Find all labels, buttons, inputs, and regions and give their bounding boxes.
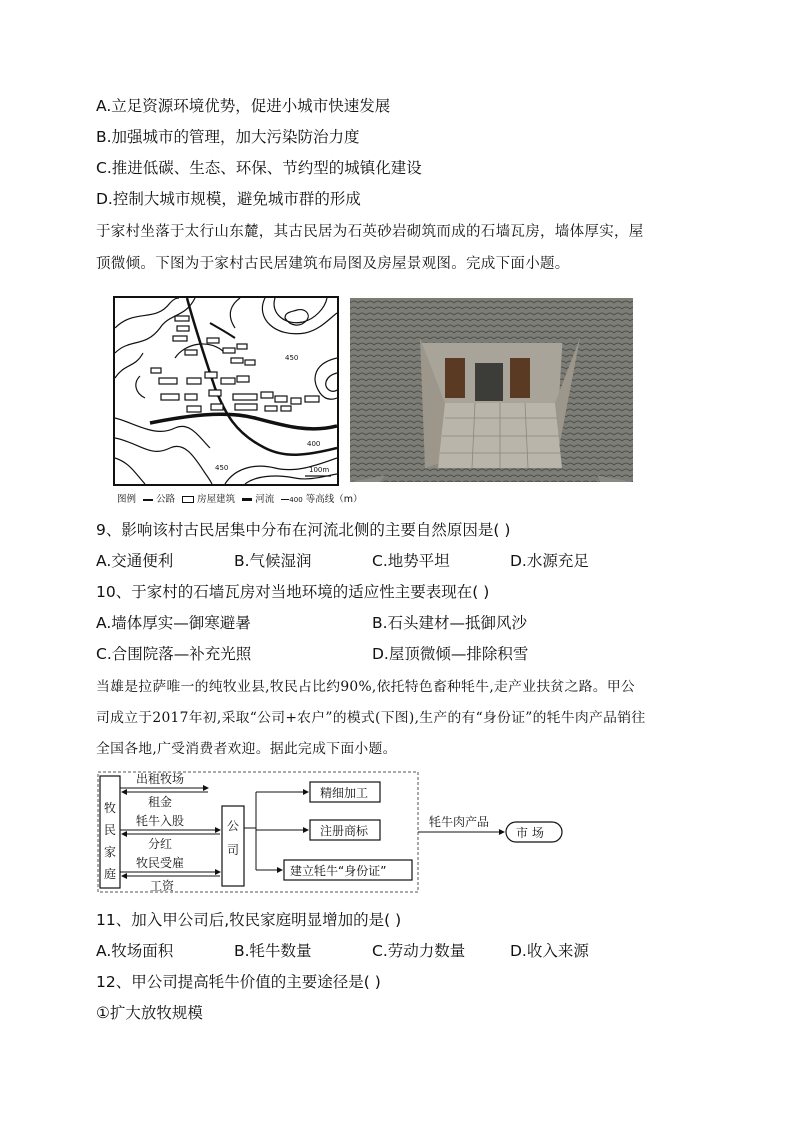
wage-label: 工资	[150, 879, 175, 893]
contour-map-graphic	[115, 298, 337, 484]
q12-stem: 12、甲公司提高牦牛价值的主要途径是( )	[96, 973, 381, 991]
q12-item-1: ①扩大放牧规模	[96, 1004, 203, 1022]
q8-option-a: A.立足资源环境优势，促进小城市快速发展	[96, 97, 391, 115]
passage1-line2: 顶微倾。下图为于家村古民居建筑布局图及房屋景观图。完成下面小题。	[96, 256, 570, 272]
building-legend-icon	[182, 496, 194, 503]
legend-river: 河流	[255, 494, 275, 505]
q8-option-b: B.加强城市的管理，加大污染防治力度	[96, 128, 360, 146]
road-legend-icon	[143, 499, 153, 501]
river-legend-icon	[242, 498, 252, 501]
q11-option-a: A.牧场面积	[96, 942, 174, 960]
legend-building: 房屋建筑	[197, 494, 236, 505]
yak-meat-product-label: 牦牛肉产品	[429, 815, 490, 829]
q10-option-a: A.墙体厚实—御寒避暑	[96, 614, 251, 632]
courtyard-house-photo	[350, 298, 633, 482]
q9-option-d: D.水源充足	[510, 552, 589, 570]
legend-road: 公路	[156, 494, 176, 505]
contour-label-450-bottom: 450	[215, 464, 229, 472]
yak-id-label: 建立牦牛“身份证”	[290, 864, 387, 878]
herders-hired-label: 牧民受雇	[136, 856, 185, 870]
q9-stem: 9、影响该村古民居集中分布在河流北侧的主要自然原因是( )	[96, 521, 511, 539]
herder-char-2: 民	[104, 823, 117, 837]
herder-char-3: 家	[104, 845, 117, 859]
company-char-1: 公	[227, 819, 240, 833]
q11-option-d: D.收入来源	[510, 942, 589, 960]
legend-unit: （m）	[334, 494, 363, 505]
herder-char-4: 庭	[104, 867, 117, 881]
yak-shares-label: 牦牛入股	[136, 814, 185, 828]
q11-stem: 11、加入甲公司后,牧民家庭明显增加的是( )	[96, 911, 402, 929]
q9-option-b: B.气候湿润	[234, 552, 312, 570]
legend-prefix: 图例	[117, 494, 137, 505]
company-char-2: 司	[227, 843, 240, 857]
passage1-line1: 于家村坐落于太行山东麓，其古民居为石英砂岩砌筑而成的石墙瓦房，墙体厚实，屋	[96, 224, 644, 240]
q9-option-c: C.地势平坦	[372, 552, 450, 570]
passage2-line1: 当雄是拉萨唯一的纯牧业县,牧民占比约90%,依托特色畜种牦牛,走产业扶贫之路。甲公	[96, 679, 636, 695]
passage2-line2: 司成立于2017年初,采取“公司+农户”的模式(下图),生产的有“身份证”的牦牛肉产品销往	[96, 710, 646, 726]
legend-contour: 等高线	[305, 494, 335, 505]
q10-stem: 10、于家村的石墙瓦房对当地环境的适应性主要表现在( )	[96, 583, 490, 601]
scale-label: 100m	[309, 466, 330, 474]
q8-option-d: D.控制大城市规模，避免城市群的形成	[96, 190, 361, 208]
herder-char-1: 牧	[104, 801, 117, 815]
q11-option-c: C.劳动力数量	[372, 942, 466, 960]
q10-option-c: C.合围院落—补充光照	[96, 645, 252, 663]
rent-out-pasture-label: 出租牧场	[136, 772, 185, 786]
q11-option-b: B.牦牛数量	[234, 942, 312, 960]
passage2-line3: 全国各地,广受消费者欢迎。据此完成下面小题。	[96, 741, 397, 757]
q10-option-d: D.屋顶微倾—排除积雪	[372, 645, 529, 663]
village-layout-map	[113, 296, 339, 486]
contour-label-450-top: 450	[285, 354, 299, 362]
legend-contour-value: 400	[289, 496, 303, 504]
fine-processing-label: 精细加工	[320, 786, 369, 800]
q9-option-a: A.交通便利	[96, 552, 174, 570]
contour-label-400: 400	[307, 440, 321, 448]
dividend-label: 分红	[148, 837, 173, 851]
company-farmer-model-diagram	[96, 768, 576, 896]
q10-option-b: B.石头建材—抵御风沙	[372, 614, 528, 632]
trademark-label: 注册商标	[320, 824, 369, 838]
q8-option-c: C.推进低碳、生态、环保、节约型的城镇化建设	[96, 159, 422, 177]
map-legend	[117, 491, 362, 505]
rent-label: 租金	[148, 795, 173, 809]
market-label: 市 场	[516, 826, 544, 840]
